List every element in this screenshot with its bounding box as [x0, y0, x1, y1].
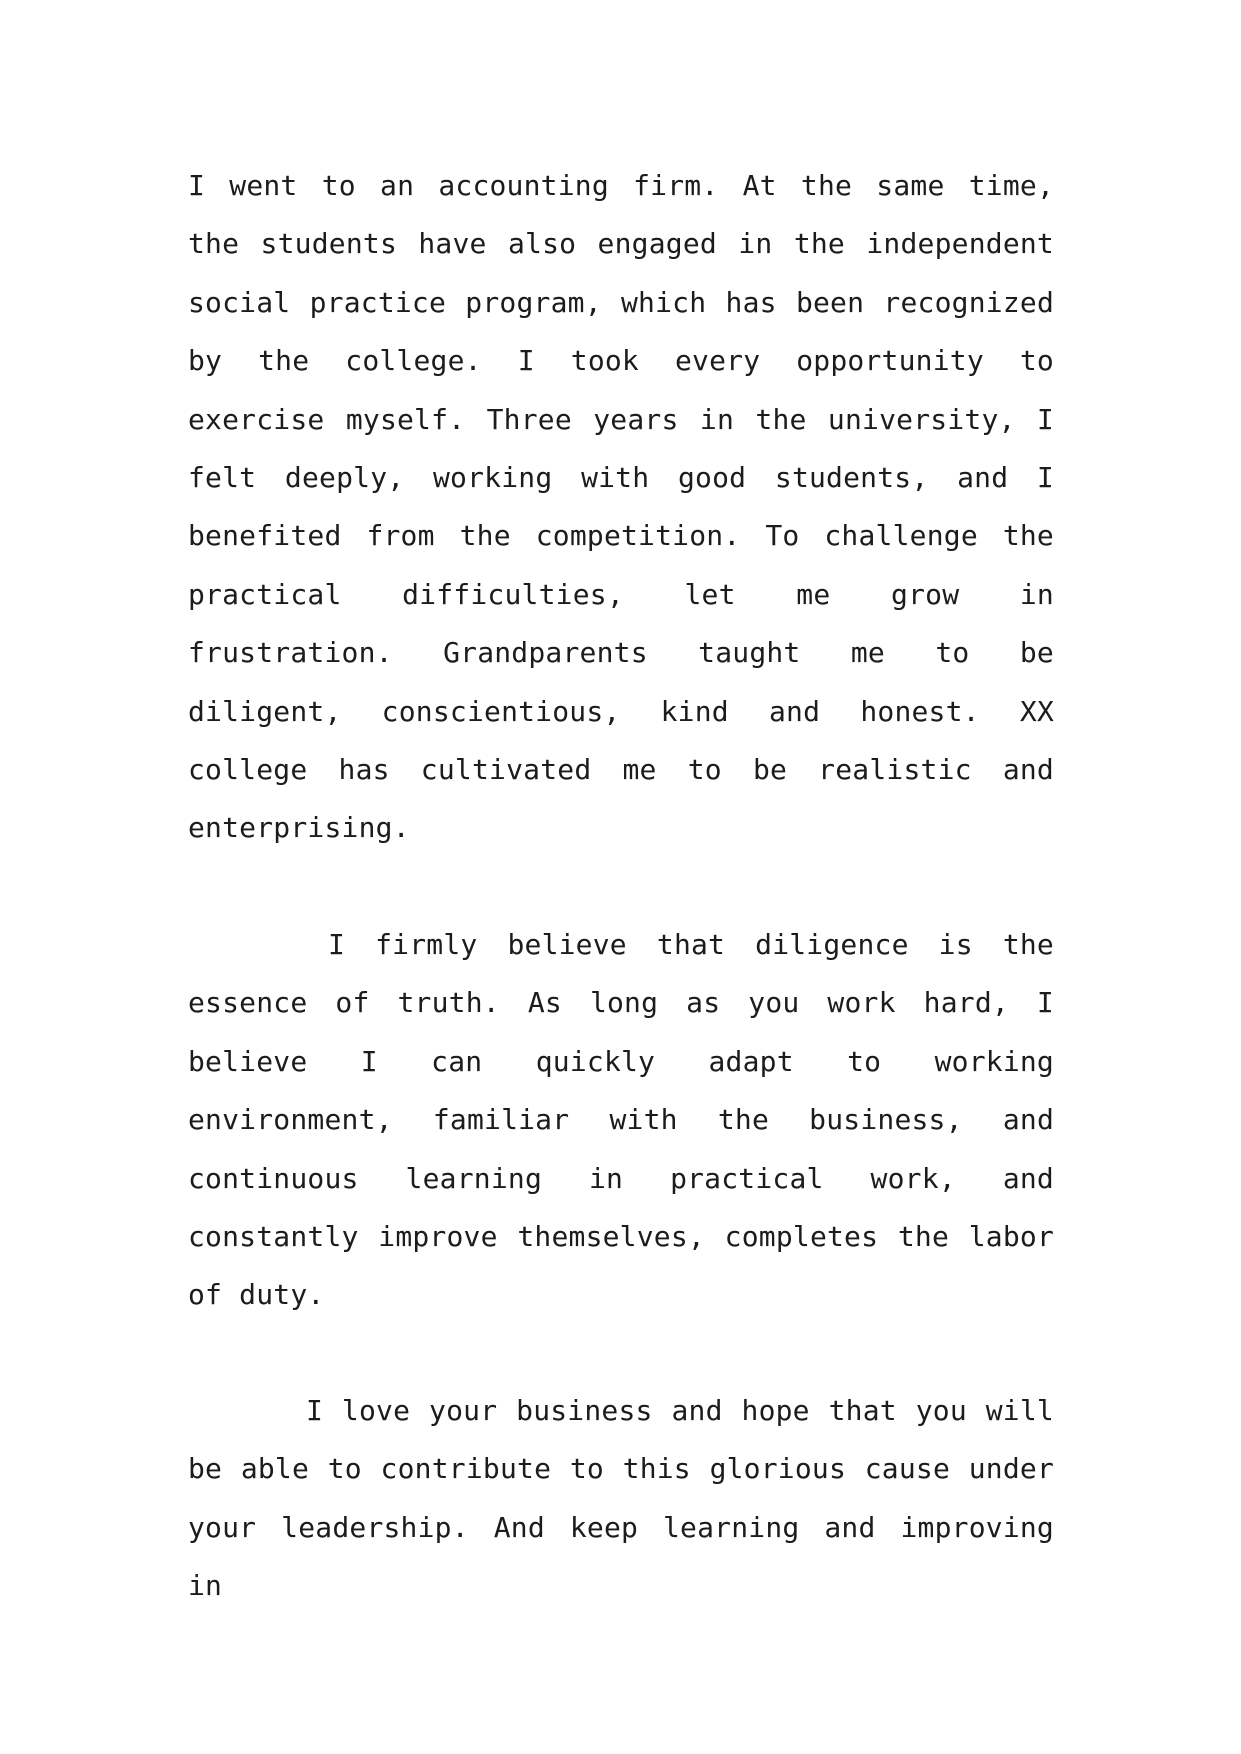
paragraph-1: I went to an accounting firm. At the same time, the students have also engaged in the independent social practice program, which has been recognized by the college. I took every opportunity to exercise myself. Three years in the university, I felt deeply, working with good students, and I benefited from the competition. To challenge the practical difficulties, let me grow in frustration. Grandparents taught me to be diligent, conscientious, kind and honest. XX college has cultivated me to be realistic and enterprising. [188, 169, 1054, 845]
paragraph-2: I firmly believe that diligence is the essence of truth. As long as you work hard, I believe I can quickly adapt to working environment, familiar with the business, and continuous learning in practical work, and constantly improve themselves, completes the labor of duty. [188, 928, 1054, 1312]
paragraph-3: I love your business and hope that you will be able to contribute to this glorious cause under your leadership. And keep learning and improving in [188, 1394, 1054, 1603]
